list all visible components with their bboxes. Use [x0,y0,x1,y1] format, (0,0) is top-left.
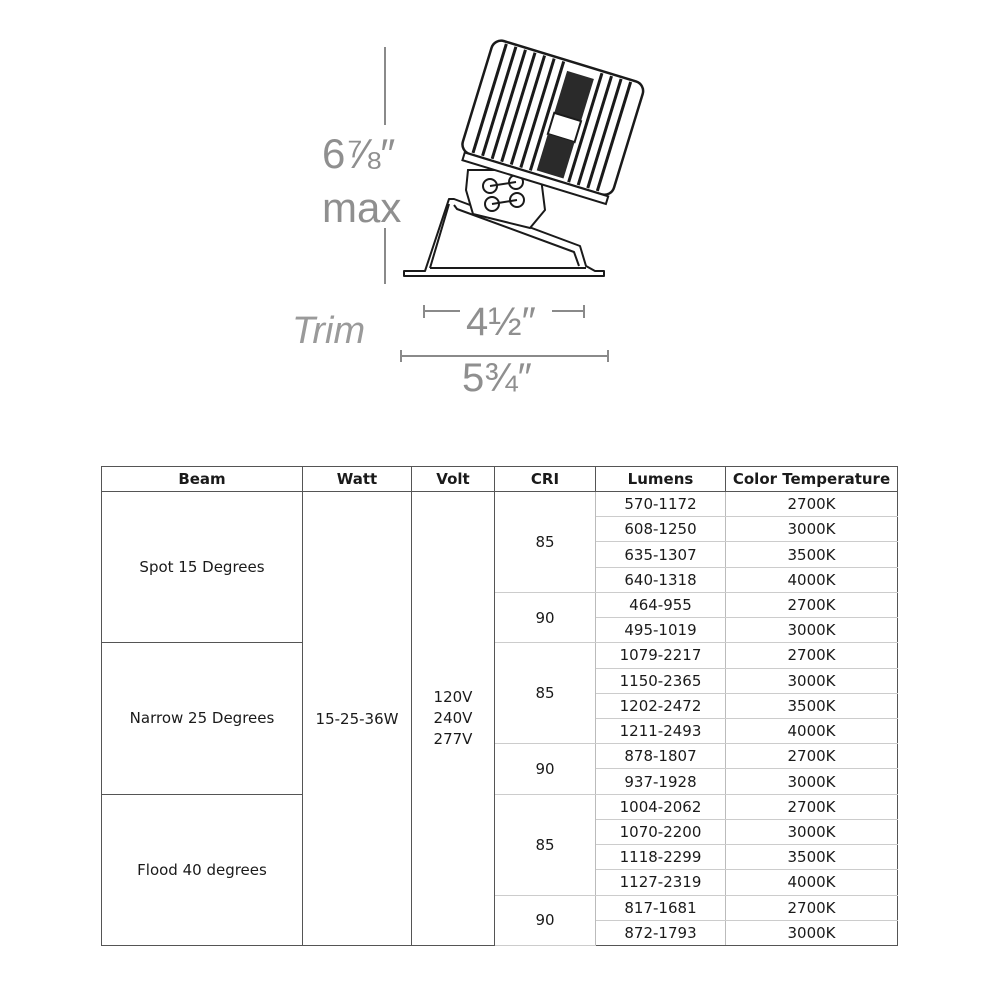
volt-value: 120V [433,688,473,706]
color-temperature-cell: 4000K [726,870,898,895]
color-temperature-cell: 3500K [726,693,898,718]
cri-cell: 85 [495,492,596,593]
color-temperature-cell: 4000K [726,718,898,743]
cri-cell: 90 [495,895,596,946]
lumens-cell: 640-1318 [596,567,726,592]
header-lumens: Lumens [596,467,726,492]
color-temperature-cell: 3000K [726,517,898,542]
lumens-cell: 1070-2200 [596,819,726,844]
height-qualifier-label: max [322,184,402,231]
color-temperature-cell: 3000K [726,668,898,693]
volt-value: 240V [433,709,473,727]
lumens-cell: 1118-2299 [596,845,726,870]
table-header-row [102,467,898,492]
volt-cell [412,492,495,946]
color-temperature-cell: 2700K [726,643,898,668]
color-temperature-cell: 3500K [726,845,898,870]
lumens-cell: 1202-2472 [596,693,726,718]
lumens-cell: 1004-2062 [596,794,726,819]
lumens-cell: 1127-2319 [596,870,726,895]
lumens-cell: 817-1681 [596,895,726,920]
trim-label: Trim [292,310,366,352]
height-dimension-label: 6⅞″ [322,130,396,177]
header-volt: Volt [412,467,495,492]
header-watt: Watt [303,467,412,492]
header-beam: Beam [102,467,303,492]
cri-cell: 85 [495,643,596,744]
color-temperature-cell: 3000K [726,819,898,844]
color-temperature-cell: 2700K [726,794,898,819]
table-row [102,643,898,668]
lumens-cell: 878-1807 [596,744,726,769]
watt-cell: 15-25-36W [303,492,412,946]
table-row [102,794,898,819]
lumens-cell: 1211-2493 [596,718,726,743]
color-temperature-cell: 2700K [726,744,898,769]
beam-cell: Flood 40 degrees [102,794,303,945]
color-temperature-cell: 3000K [726,920,898,945]
header-cri: CRI [495,467,596,492]
lumens-cell: 635-1307 [596,542,726,567]
trim-dimension-label: 4½″ [466,300,536,344]
spec-table [101,466,898,946]
beam-cell: Narrow 25 Degrees [102,643,303,794]
lumens-cell: 937-1928 [596,769,726,794]
lumens-cell: 570-1172 [596,492,726,517]
cri-cell: 90 [495,592,596,642]
table-body [102,492,898,946]
cri-cell: 85 [495,794,596,895]
table-row [102,492,898,517]
color-temperature-cell: 4000K [726,567,898,592]
color-temperature-cell: 2700K [726,492,898,517]
cri-cell: 90 [495,744,596,794]
color-temperature-cell: 2700K [726,895,898,920]
color-temperature-cell: 3000K [726,769,898,794]
volt-value: 277V [433,730,473,748]
lumens-cell: 1150-2365 [596,668,726,693]
header-color-temperature: Color Temperature [726,467,898,492]
overall-dimension-label: 5¾″ [462,356,532,400]
color-temperature-cell: 3500K [726,542,898,567]
lumens-cell: 608-1250 [596,517,726,542]
lumens-cell: 495-1019 [596,618,726,643]
lumens-cell: 1079-2217 [596,643,726,668]
color-temperature-cell: 3000K [726,618,898,643]
color-temperature-cell: 2700K [726,592,898,617]
beam-cell: Spot 15 Degrees [102,492,303,643]
dimension-drawing [0,0,1000,420]
lumens-cell: 464-955 [596,592,726,617]
lumens-cell: 872-1793 [596,920,726,945]
